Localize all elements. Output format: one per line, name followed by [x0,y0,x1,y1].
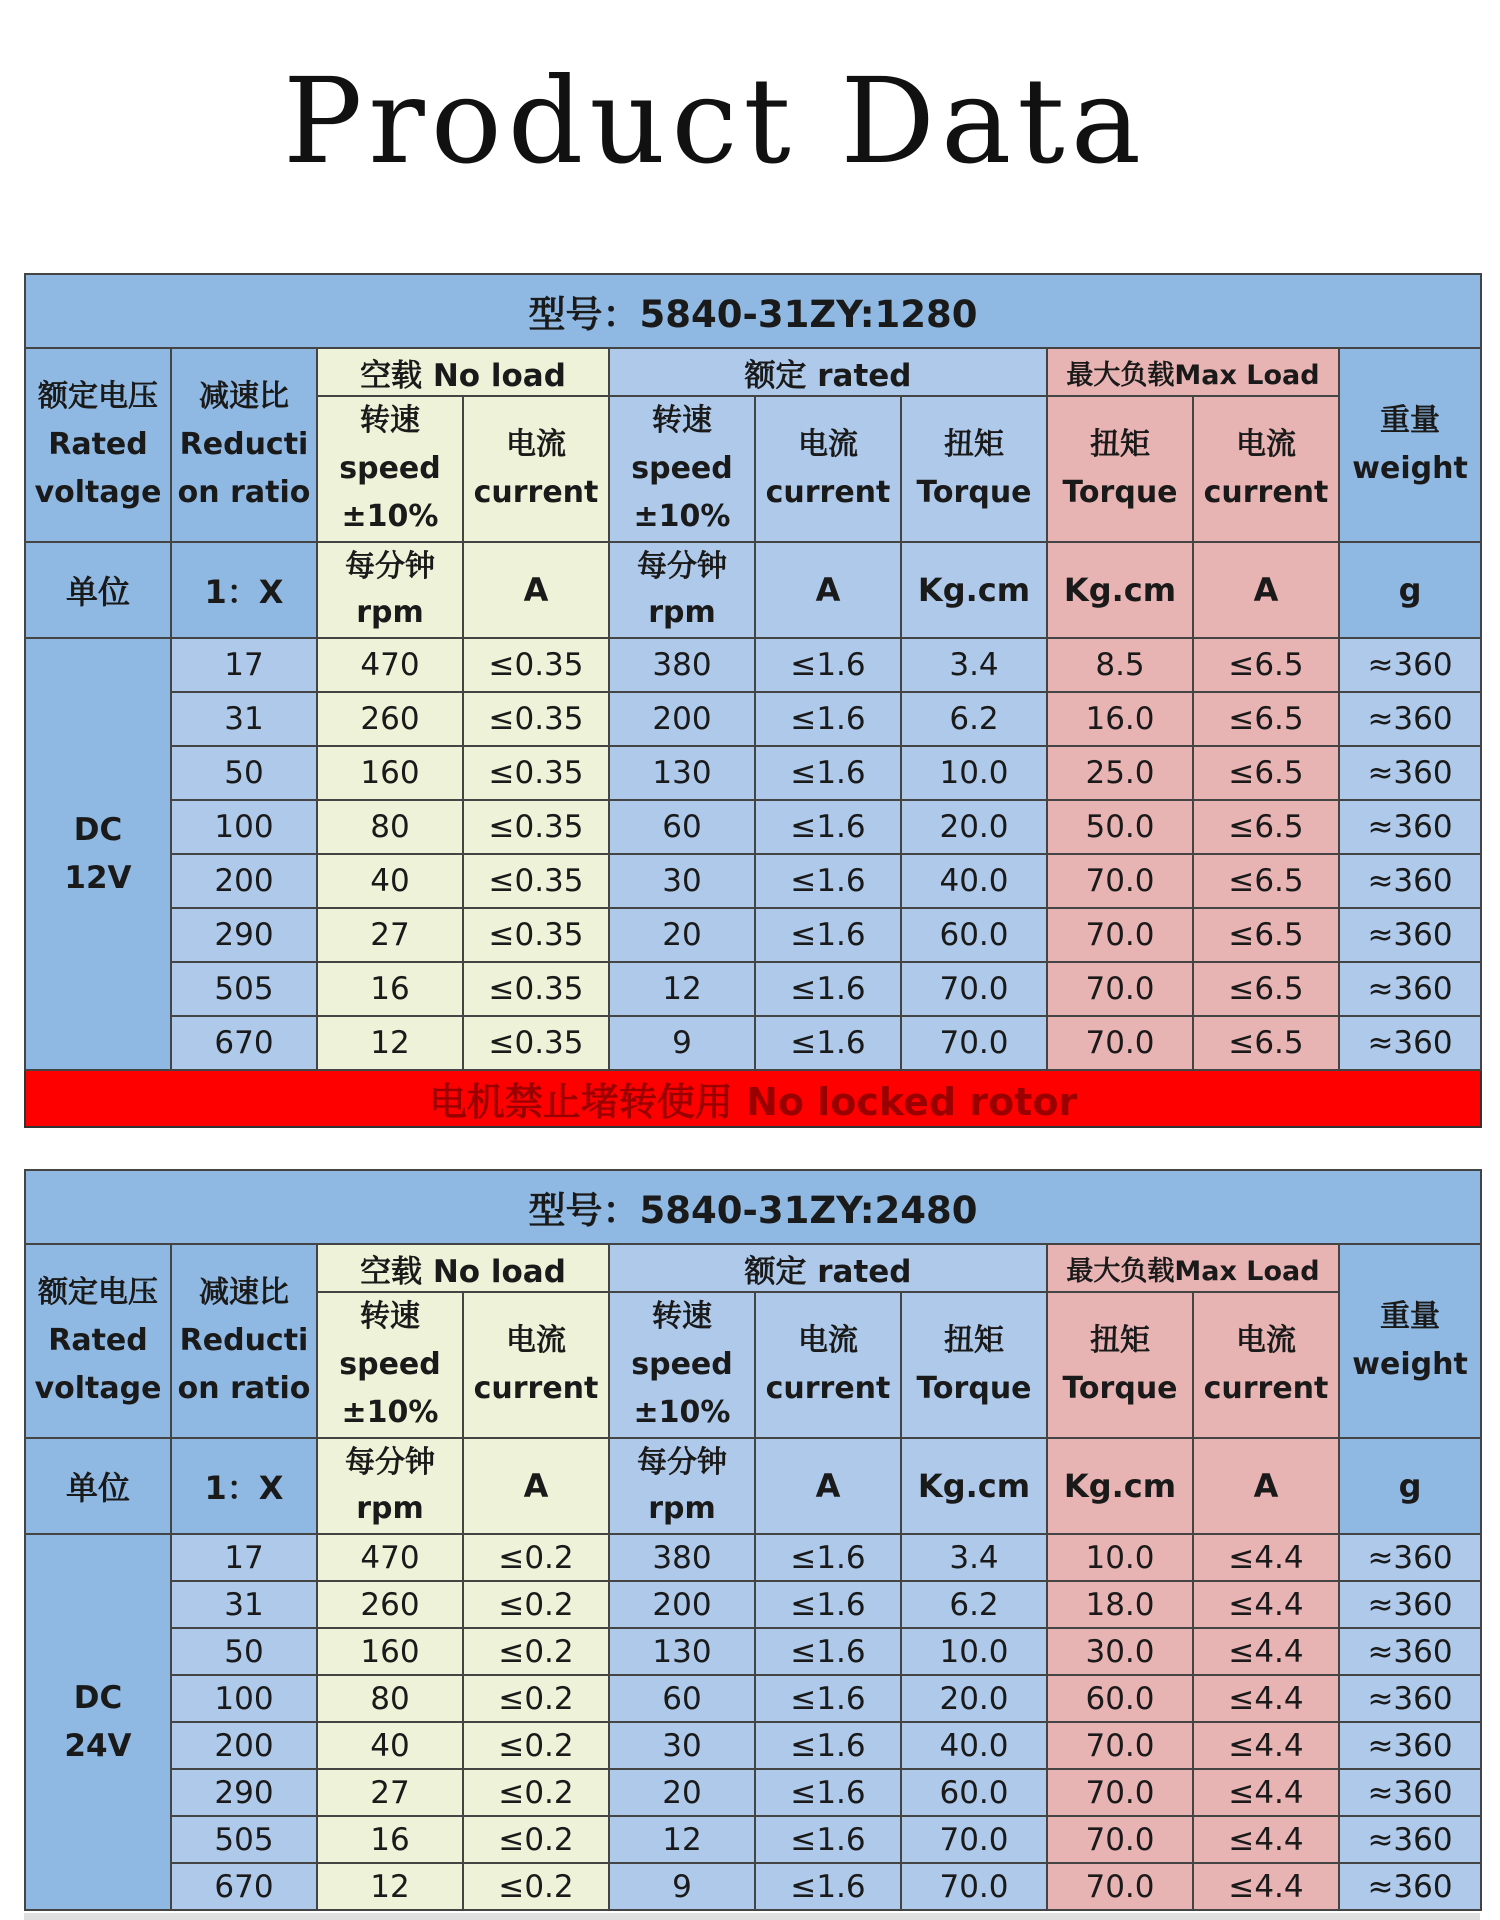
no-load-current-cell: ≤0.2 [463,1581,609,1628]
max-current-header: 电流 current [1193,1292,1339,1438]
rated-torque-header: 扭矩 Torque [901,396,1047,542]
no-load-current-header: 电流 current [463,1292,609,1438]
no-load-current-cell: ≤0.2 [463,1675,609,1722]
rated-current-cell: ≤1.6 [755,746,901,800]
no-load-speed-cell: 40 [317,854,463,908]
unit-current: A [1193,542,1339,638]
model-title: 型号：5840-31ZY:1280 [25,274,1481,348]
max-torque-cell: 70.0 [1047,962,1193,1016]
unit-torque: Kg.cm [1047,1438,1193,1534]
rated-current-cell: ≤1.6 [755,1534,901,1581]
max-current-cell: ≤6.5 [1193,962,1339,1016]
unit-current: A [755,1438,901,1534]
weight-cell: ≈360 [1339,1016,1481,1070]
rated-current-header: 电流 current [755,396,901,542]
no-load-current-cell: ≤0.2 [463,1769,609,1816]
no-load-speed-cell: 80 [317,1675,463,1722]
unit-rpm: 每分钟 rpm [609,1438,755,1534]
table-row [25,800,1481,854]
table-row [25,638,1481,692]
ratio-cell: 290 [171,908,317,962]
table-row [25,854,1481,908]
voltage-cell: DC 12V [25,638,171,1070]
rated-speed-cell: 9 [609,1016,755,1070]
rated-speed-cell: 380 [609,1534,755,1581]
max-torque-cell: 30.0 [1047,1628,1193,1675]
rated-speed-cell: 60 [609,1675,755,1722]
no-load-speed-cell: 27 [317,908,463,962]
weight-cell: ≈360 [1339,692,1481,746]
no-load-header: 空载 No load [317,348,609,396]
unit-rpm: 每分钟 rpm [317,1438,463,1534]
weight-cell: ≈360 [1339,908,1481,962]
weight-cell: ≈360 [1339,1628,1481,1675]
no-load-current-cell: ≤0.2 [463,1534,609,1581]
rated-speed-cell: 12 [609,962,755,1016]
max-torque-cell: 16.0 [1047,692,1193,746]
unit-ratio: 1：X [171,542,317,638]
max-torque-cell: 70.0 [1047,1769,1193,1816]
max-current-cell: ≤4.4 [1193,1863,1339,1910]
rated-current-cell: ≤1.6 [755,1628,901,1675]
rated-torque-cell: 70.0 [901,1016,1047,1070]
table-row [25,1722,1481,1769]
no-load-header: 空载 No load [317,1244,609,1292]
ratio-cell: 670 [171,1016,317,1070]
weight-cell: ≈360 [1339,1863,1481,1910]
max-current-cell: ≤6.5 [1193,1016,1339,1070]
max-current-cell: ≤4.4 [1193,1581,1339,1628]
table-row [25,1016,1481,1070]
voltage-cell: DC 24V [25,1534,171,1910]
no-load-speed-header: 转速 speed ±10% [317,396,463,542]
rated-speed-cell: 130 [609,1628,755,1675]
no-load-speed-cell: 16 [317,962,463,1016]
rated-speed-cell: 9 [609,1863,755,1910]
unit-label: 单位 [25,1438,171,1534]
no-load-current-cell: ≤0.2 [463,1863,609,1910]
weight-cell: ≈360 [1339,1675,1481,1722]
rated-current-cell: ≤1.6 [755,1016,901,1070]
no-load-speed-cell: 470 [317,1534,463,1581]
rated-torque-cell: 10.0 [901,1628,1047,1675]
max-current-cell: ≤4.4 [1193,1769,1339,1816]
weight-cell: ≈360 [1339,746,1481,800]
no-load-speed-cell: 160 [317,1628,463,1675]
rated-current-cell: ≤1.6 [755,692,901,746]
no-load-speed-cell: 12 [317,1863,463,1910]
weight-cell: ≈360 [1339,638,1481,692]
max-load-header: 最大负载Max Load [1047,1244,1339,1292]
table-row [25,692,1481,746]
reduction-ratio-header: 减速比 Reducti on ratio [171,1244,317,1438]
rated-current-cell: ≤1.6 [755,1722,901,1769]
max-current-cell: ≤6.5 [1193,800,1339,854]
no-load-current-header: 电流 current [463,396,609,542]
ratio-cell: 100 [171,1675,317,1722]
rated-header: 额定 rated [609,1244,1047,1292]
ratio-cell: 50 [171,1628,317,1675]
unit-current: A [1193,1438,1339,1534]
rated-torque-cell: 3.4 [901,638,1047,692]
ratio-cell: 50 [171,746,317,800]
max-current-cell: ≤4.4 [1193,1816,1339,1863]
unit-weight: g [1339,1438,1481,1534]
rated-speed-cell: 200 [609,1581,755,1628]
rated-torque-header: 扭矩 Torque [901,1292,1047,1438]
no-load-current-cell: ≤0.35 [463,908,609,962]
rated-current-header: 电流 current [755,1292,901,1438]
max-load-header: 最大负载Max Load [1047,348,1339,396]
no-load-current-cell: ≤0.35 [463,692,609,746]
no-load-current-cell: ≤0.2 [463,1628,609,1675]
max-current-cell: ≤4.4 [1193,1628,1339,1675]
ratio-cell: 670 [171,1863,317,1910]
rated-current-cell: ≤1.6 [755,908,901,962]
weight-cell: ≈360 [1339,1581,1481,1628]
max-torque-cell: 70.0 [1047,908,1193,962]
rated-speed-cell: 60 [609,800,755,854]
weight-cell: ≈360 [1339,962,1481,1016]
rated-torque-cell: 6.2 [901,692,1047,746]
max-current-cell: ≤6.5 [1193,692,1339,746]
rated-speed-header: 转速 speed ±10% [609,396,755,542]
max-current-header: 电流 current [1193,396,1339,542]
max-torque-header: 扭矩 Torque [1047,396,1193,542]
reduction-ratio-header: 减速比 Reducti on ratio [171,348,317,542]
unit-rpm: 每分钟 rpm [609,542,755,638]
warning-banner: 电机禁止堵转使用 No locked rotor [25,1070,1481,1127]
table-row [25,1581,1481,1628]
rated-torque-cell: 20.0 [901,1675,1047,1722]
weight-cell: ≈360 [1339,1722,1481,1769]
rated-speed-cell: 20 [609,908,755,962]
rated-current-cell: ≤1.6 [755,638,901,692]
table-row [25,1675,1481,1722]
ratio-cell: 17 [171,1534,317,1581]
rated-voltage-header: 额定电压 Rated voltage [25,1244,171,1438]
weight-cell: ≈360 [1339,800,1481,854]
weight-cell: ≈360 [1339,1816,1481,1863]
table-row [25,1816,1481,1863]
page-title: Product Data [282,52,1148,190]
no-load-speed-header: 转速 speed ±10% [317,1292,463,1438]
unit-current: A [755,542,901,638]
no-load-current-cell: ≤0.35 [463,800,609,854]
max-torque-cell: 8.5 [1047,638,1193,692]
rated-speed-cell: 130 [609,746,755,800]
max-torque-cell: 10.0 [1047,1534,1193,1581]
unit-label: 单位 [25,542,171,638]
no-load-current-cell: ≤0.2 [463,1816,609,1863]
weight-cell: ≈360 [1339,854,1481,908]
no-load-speed-cell: 260 [317,1581,463,1628]
no-load-current-cell: ≤0.35 [463,854,609,908]
no-load-speed-cell: 27 [317,1769,463,1816]
rated-torque-cell: 70.0 [901,962,1047,1016]
rated-speed-cell: 30 [609,854,755,908]
no-load-current-cell: ≤0.35 [463,1016,609,1070]
rated-torque-cell: 70.0 [901,1863,1047,1910]
ratio-cell: 505 [171,962,317,1016]
max-torque-cell: 70.0 [1047,1016,1193,1070]
rated-current-cell: ≤1.6 [755,1863,901,1910]
ratio-cell: 200 [171,1722,317,1769]
table-row [25,1534,1481,1581]
unit-current: A [463,542,609,638]
no-load-speed-cell: 16 [317,1816,463,1863]
rated-torque-cell: 20.0 [901,800,1047,854]
weight-cell: ≈360 [1339,1534,1481,1581]
unit-torque: Kg.cm [901,542,1047,638]
unit-torque: Kg.cm [1047,542,1193,638]
rated-speed-cell: 30 [609,1722,755,1769]
spec-table-24v [24,1169,1482,1911]
table-row [25,1769,1481,1816]
ratio-cell: 200 [171,854,317,908]
rated-current-cell: ≤1.6 [755,854,901,908]
max-torque-cell: 25.0 [1047,746,1193,800]
rated-current-cell: ≤1.6 [755,1581,901,1628]
rated-speed-cell: 200 [609,692,755,746]
rated-current-cell: ≤1.6 [755,962,901,1016]
spec-table-12v [24,273,1482,1128]
rated-torque-cell: 40.0 [901,854,1047,908]
no-load-speed-cell: 40 [317,1722,463,1769]
model-title: 型号：5840-31ZY:2480 [25,1170,1481,1244]
max-torque-cell: 70.0 [1047,1816,1193,1863]
rated-torque-cell: 6.2 [901,1581,1047,1628]
ratio-cell: 31 [171,1581,317,1628]
no-load-speed-cell: 160 [317,746,463,800]
max-torque-cell: 60.0 [1047,1675,1193,1722]
rated-torque-cell: 3.4 [901,1534,1047,1581]
max-torque-cell: 18.0 [1047,1581,1193,1628]
rated-current-cell: ≤1.6 [755,800,901,854]
no-load-speed-cell: 80 [317,800,463,854]
rated-torque-cell: 40.0 [901,1722,1047,1769]
max-torque-cell: 70.0 [1047,1863,1193,1910]
unit-current: A [463,1438,609,1534]
ratio-cell: 31 [171,692,317,746]
no-load-speed-cell: 260 [317,692,463,746]
ratio-cell: 505 [171,1816,317,1863]
rated-speed-cell: 12 [609,1816,755,1863]
unit-rpm: 每分钟 rpm [317,542,463,638]
ratio-cell: 17 [171,638,317,692]
ratio-cell: 290 [171,1769,317,1816]
max-torque-cell: 70.0 [1047,854,1193,908]
rated-current-cell: ≤1.6 [755,1816,901,1863]
rated-speed-header: 转速 speed ±10% [609,1292,755,1438]
max-current-cell: ≤6.5 [1193,854,1339,908]
rated-voltage-header: 额定电压 Rated voltage [25,348,171,542]
rated-current-cell: ≤1.6 [755,1675,901,1722]
table-row [25,746,1481,800]
bottom-edge [24,1913,1480,1920]
max-current-cell: ≤4.4 [1193,1675,1339,1722]
unit-ratio: 1：X [171,1438,317,1534]
max-torque-cell: 50.0 [1047,800,1193,854]
max-torque-cell: 70.0 [1047,1722,1193,1769]
max-current-cell: ≤4.4 [1193,1722,1339,1769]
rated-speed-cell: 380 [609,638,755,692]
weight-header: 重量 weight [1339,1244,1481,1438]
max-current-cell: ≤4.4 [1193,1534,1339,1581]
no-load-speed-cell: 12 [317,1016,463,1070]
unit-weight: g [1339,542,1481,638]
rated-torque-cell: 70.0 [901,1816,1047,1863]
no-load-current-cell: ≤0.35 [463,638,609,692]
rated-torque-cell: 10.0 [901,746,1047,800]
rated-current-cell: ≤1.6 [755,1769,901,1816]
table-row [25,1628,1481,1675]
ratio-cell: 100 [171,800,317,854]
table-row [25,962,1481,1016]
table-row [25,908,1481,962]
unit-torque: Kg.cm [901,1438,1047,1534]
weight-header: 重量 weight [1339,348,1481,542]
max-current-cell: ≤6.5 [1193,638,1339,692]
max-current-cell: ≤6.5 [1193,908,1339,962]
no-load-current-cell: ≤0.2 [463,1722,609,1769]
max-current-cell: ≤6.5 [1193,746,1339,800]
rated-header: 额定 rated [609,348,1047,396]
rated-torque-cell: 60.0 [901,908,1047,962]
max-torque-header: 扭矩 Torque [1047,1292,1193,1438]
no-load-current-cell: ≤0.35 [463,962,609,1016]
rated-torque-cell: 60.0 [901,1769,1047,1816]
rated-speed-cell: 20 [609,1769,755,1816]
no-load-speed-cell: 470 [317,638,463,692]
weight-cell: ≈360 [1339,1769,1481,1816]
table-row [25,1863,1481,1910]
no-load-current-cell: ≤0.35 [463,746,609,800]
